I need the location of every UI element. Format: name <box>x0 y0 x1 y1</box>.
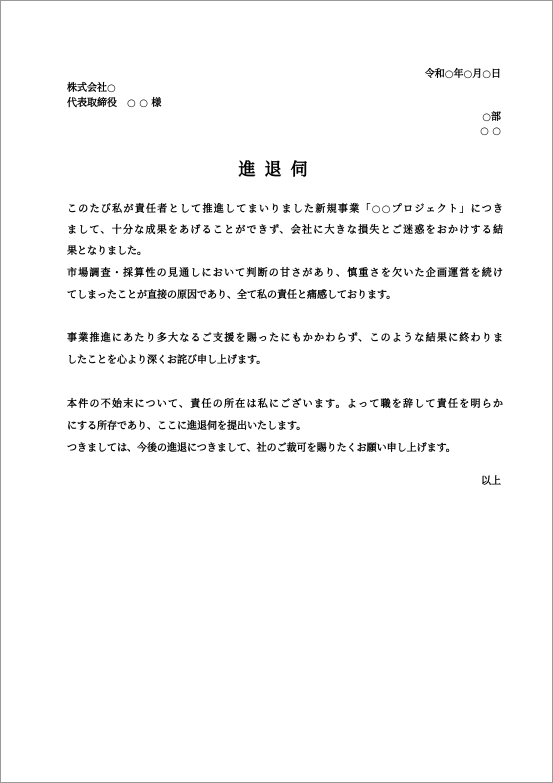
date: 令和○年○月○日 <box>424 69 501 80</box>
document-title: 進退伺 <box>238 160 317 180</box>
body-line: 事業推進にあたり多大なるご支援を賜ったにもかかわらず、このような結果に終わりま <box>67 333 503 344</box>
body-line: てしまったことが直接の原因であり、全て私の責任と痛感しております。 <box>67 290 397 301</box>
body-line: つきましては、今後の進退につきまして、社のご裁可を賜りたくお願い申し上げます。 <box>67 443 456 454</box>
recipient-company: 株式会社○ <box>67 83 116 94</box>
sender-name: ○ ○ <box>480 126 501 137</box>
body-line: このたび私が責任者として推進してまいりました新規事業「○○プロジェクト」につき <box>67 204 503 215</box>
body-line: したことを心より深くお詫び申し上げます。 <box>67 355 267 366</box>
closing: 以上 <box>481 476 501 487</box>
body-line: にする所存であり、ここに進退伺を提出いたします。 <box>67 421 307 432</box>
body-line: 本件の不始末について、責任の所在は私にございます。よって職を辞して責任を明らか <box>67 399 503 410</box>
recipient-name: 代表取締役 ○ ○ 様 <box>67 98 162 109</box>
body-line: 果となりました。 <box>67 246 147 257</box>
body-line: 市場調査・採算性の見通しにおいて判断の甘さがあり、慎重さを欠いた企画運営を続け <box>67 268 503 279</box>
sender-department: ○部 <box>482 112 501 123</box>
body-line: まして、十分な成果をあげることができず、会社に大きな損失とご迷惑をおかけする結 <box>67 225 503 236</box>
